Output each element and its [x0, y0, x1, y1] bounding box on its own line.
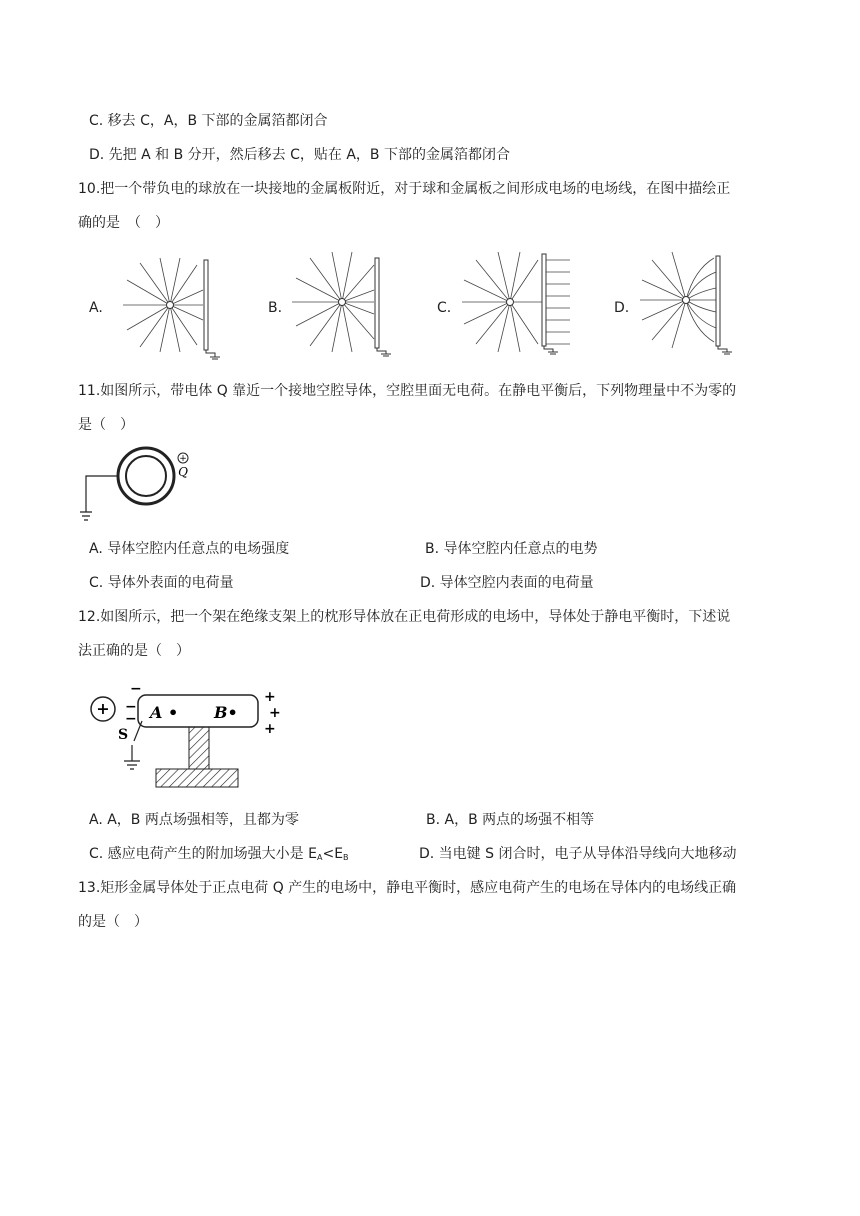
q10-stem-line2: 确的是 （ ）	[78, 215, 169, 231]
q12-option-d: D. 当电键 S 闭合时，电子从导体沿导线向大地移动	[419, 846, 737, 862]
q10-option-d-label: D.	[614, 300, 630, 316]
charge-q-label: Q	[178, 465, 188, 479]
ground-icon	[544, 346, 558, 354]
minus-sign: −	[125, 699, 137, 715]
ground-icon	[718, 346, 732, 354]
q10-figure-b	[288, 250, 403, 360]
hollow-conductor-inner	[126, 456, 166, 496]
q11-option-c: C. 导体外表面的电荷量	[89, 575, 234, 591]
q12-stem-line2: 法正确的是（ ）	[78, 643, 190, 659]
q12-option-c-text: C. 感应电荷产生的附加场强大小是 E	[89, 846, 317, 862]
minus-sign: −	[125, 711, 137, 727]
point-b-label: B•	[214, 703, 238, 722]
q11-option-d: D. 导体空腔内表面的电荷量	[420, 575, 594, 591]
q10-figure-a	[115, 255, 235, 360]
q11-stem-line1: 11.如图所示，带电体 Q 靠近一个接地空腔导体，空腔里面无电荷。在静电平衡后，下列物理量中不为零的	[78, 383, 737, 399]
positive-charge-sign: +	[96, 699, 110, 718]
q12-option-b: B. A，B 两点的场强不相等	[426, 812, 595, 828]
q10-figure-d	[636, 250, 751, 362]
q13-stem-line1: 13.矩形金属导体处于正点电荷 Q 产生的电场中，静电平衡时，感应电荷产生的电场在导体内的电场线正确	[78, 880, 737, 896]
q9-option-d: D. 先把 A 和 B 分开，然后移去 C，贴在 A，B 下部的金属箔都闭合	[89, 147, 510, 163]
switch-label: S	[118, 727, 129, 743]
q11-option-b: B. 导体空腔内任意点的电势	[425, 541, 598, 557]
plus-sign: +	[264, 689, 276, 705]
minus-sign: −	[130, 683, 142, 697]
q11-stem-line2: 是（ ）	[78, 417, 134, 433]
charge-plus: +	[179, 454, 187, 464]
q10-option-b-label: B.	[268, 300, 283, 316]
q10-option-c-label: C.	[437, 300, 452, 316]
q12-stem-line1: 12.如图所示，把一个架在绝缘支架上的枕形导体放在正电荷形成的电场中，导体处于静电平衡时，下述说	[78, 609, 731, 625]
stand-base	[156, 769, 238, 787]
ground-icon	[80, 476, 118, 520]
ground-icon	[206, 350, 220, 359]
subscript-a: A	[316, 853, 323, 862]
q12-option-a: A. A，B 两点场强相等，且都为零	[89, 812, 299, 828]
q10-figure-c	[458, 250, 578, 360]
q10-option-a-label: A.	[89, 300, 103, 316]
q11-figure	[76, 446, 196, 526]
point-a-label: A •	[150, 703, 179, 722]
q9-option-c: C. 移去 C，A，B 下部的金属箔都闭合	[89, 113, 328, 129]
q13-stem-line2: 的是（ ）	[78, 914, 148, 930]
subscript-b: B	[343, 853, 349, 862]
less-than: <E	[322, 846, 344, 862]
q11-option-a: A. 导体空腔内任意点的电场强度	[89, 541, 290, 557]
charge-ball	[167, 302, 174, 309]
ground-icon	[377, 348, 391, 356]
plus-sign: +	[269, 705, 281, 721]
metal-plate	[204, 260, 208, 350]
q12-option-c	[89, 844, 349, 868]
q12-figure	[86, 683, 286, 793]
insulating-stand	[189, 727, 209, 769]
q10-stem-line1: 10.把一个带负电的球放在一块接地的金属板附近，对于球和金属板之间形成电场的电场线，在图中描绘正	[78, 181, 731, 197]
ground-icon	[124, 745, 140, 769]
plus-sign: +	[264, 721, 276, 737]
